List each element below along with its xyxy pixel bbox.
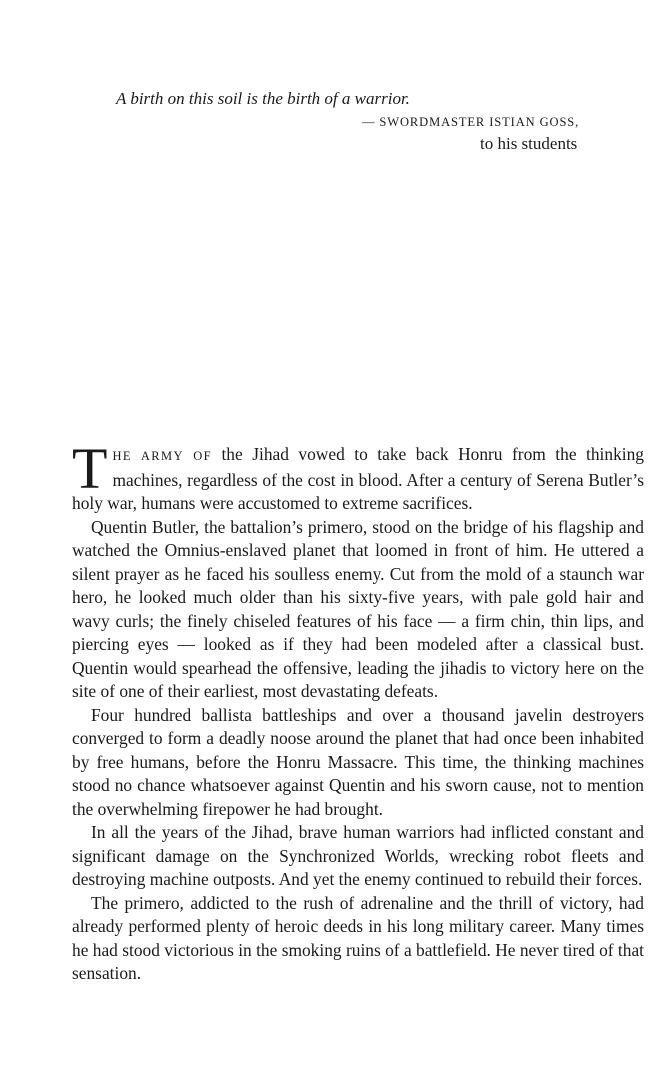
body-paragraph: Quentin Butler, the battalion’s primero, stood on the bridge of his flagship and watched the Omnius-enslaved planet that loomed in front of him. He uttered a silent prayer as he faced his soulless enemy. Cut from the mold of a staunch war hero, he looked much older than his sixty-five years, with pale gold hair and wavy curls; the finely chiseled features of his face — a firm chin, thin lips, and piercing eyes — looked as if they had been modeled after a classical bust. Quentin would spearhead the offensive, leading the jihadis to victory here on the site of one of their earliest, most devastating defeats. <box>72 516 644 701</box>
body-paragraph: In all the years of the Jihad, brave human warriors had inflicted constant and significant damage on the Synchronized Worlds, wrecking robot fleets and destroying machine outposts. And yet the enemy continued to rebuild their forces. <box>72 822 644 889</box>
epigraph-attribution: — SWORDMASTER ISTIAN GOSS, <box>362 115 580 129</box>
opening-paragraph <box>72 436 645 516</box>
body-paragraph: Four hundred ballista battleships and over a thousand javelin destroyers converged to form a deadly noose around the planet that had once been inhabited by free humans, before the Honru Massacre. This time, the thinking machines stood no chance whatsoever against Quentin and his sworn cause, not to mention the overwhelming firepower he had brought. <box>72 704 644 819</box>
drop-cap: T <box>72 436 108 501</box>
small-caps-opening: HE ARMY OF <box>112 449 212 463</box>
chapter-body <box>72 436 645 986</box>
epigraph-quote: A birth on this soil is the birth of a warrior. <box>116 89 410 108</box>
opening-paragraph-text: the Jihad vowed to take back Honru from the thinking machines, regardless of the cost in blood. After a century of Serena Butler’s holy war, humans were accustomed to extreme sacrifices. <box>72 444 645 513</box>
epigraph-attribution-context: to his students <box>480 134 578 153</box>
body-paragraph: The primero, addicted to the rush of adrenaline and the thrill of victory, had already performed plenty of heroic deeds in his long military career. Many times he had stood victorious in the smoking ruins of a battlefield. He never tired of that sensation. <box>72 892 644 983</box>
epigraph <box>116 88 606 153</box>
